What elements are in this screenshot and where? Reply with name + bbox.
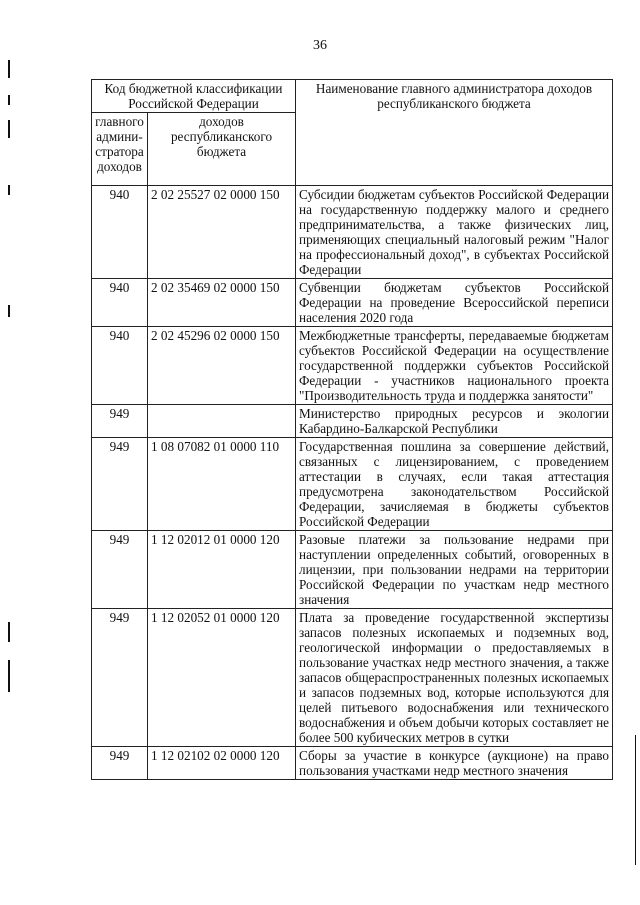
scan-mark [8,95,10,105]
scan-mark [8,622,10,642]
header-classification-group: Код бюджетной классификации Российской Федерации [92,80,296,113]
table-row [92,438,613,531]
income-code: 2 02 45296 02 0000 150 [148,327,296,405]
admin-code: 940 [92,279,148,327]
table-header-row [92,80,613,113]
income-code: 1 12 02052 01 0000 120 [148,609,296,747]
budget-classification-table [91,79,613,780]
administrator-name: Плата за проведение государственной экспертизы запасов полезных ископаемых и подземных вод, геологической информации о предоставляемых в пользование участках недр местного значения, а также запасов общераспространенных полезных ископаемых и запасов подземных вод, которые используются для целей питьевого водоснабжения или технического водоснабжения и объем добычи которых составляет не более 500 кубических метров в сутки [296,609,613,747]
header-administrator-name: Наименование главного администратора доходов республиканского бюджета [296,80,613,186]
page-number: 36 [313,38,327,53]
admin-code: 949 [92,531,148,609]
scan-mark [635,735,636,865]
table-row [92,405,613,438]
admin-code: 940 [92,327,148,405]
admin-code: 949 [92,438,148,531]
admin-code: 949 [92,747,148,780]
income-code: 1 12 02012 01 0000 120 [148,531,296,609]
table-row [92,747,613,780]
admin-code: 940 [92,186,148,279]
administrator-name: Субвенции бюджетам субъектов Российской Федерации на проведение Всероссийской переписи населения 2020 года [296,279,613,327]
header-main-administrator: главного админи-стратора доходов [92,113,148,186]
header-republic-income: доходов республиканского бюджета [148,113,296,186]
table-row [92,186,613,279]
administrator-name: Субсидии бюджетам субъектов Российской Федерации на государственную поддержку малого и среднего предпринимательства, а также физических лиц, применяющих специальный налоговый режим "Налог на профессиональный доход", в субъектах Российской Федерации [296,186,613,279]
income-code [148,405,296,438]
administrator-name: Разовые платежи за пользование недрами при наступлении определенных событий, оговоренных в лицензии, при пользовании недрами на территории Российской Федерации по участкам недр местного значения [296,531,613,609]
table-row [92,531,613,609]
table-row [92,609,613,747]
income-code: 2 02 35469 02 0000 150 [148,279,296,327]
admin-code: 949 [92,405,148,438]
income-code: 1 08 07082 01 0000 110 [148,438,296,531]
administrator-name: Государственная пошлина за совершение действий, связанных с лицензированием, с проведением аттестации в случаях, если такая аттестация предусмотрена законодательством Российской Федерации, зачисляемая в бюджеты субъектов Российской Федерации [296,438,613,531]
table-row [92,327,613,405]
scan-mark [8,120,10,138]
scan-mark [8,660,10,692]
table-row [92,279,613,327]
administrator-name: Межбюджетные трансферты, передаваемые бюджетам субъектов Российской Федерации на осуществление государственной поддержки субъектов Российской Федерации - участников национального проекта "Производительность труда и поддержка занятости" [296,327,613,405]
administrator-name: Сборы за участие в конкурсе (аукционе) на право пользования участками недр местного значения [296,747,613,780]
administrator-name: Министерство природных ресурсов и экологии Кабардино-Балкарской Республики [296,405,613,438]
scan-mark [8,185,10,195]
scan-mark [8,305,10,317]
scan-mark [8,60,10,78]
admin-code: 949 [92,609,148,747]
income-code: 1 12 02102 02 0000 120 [148,747,296,780]
income-code: 2 02 25527 02 0000 150 [148,186,296,279]
